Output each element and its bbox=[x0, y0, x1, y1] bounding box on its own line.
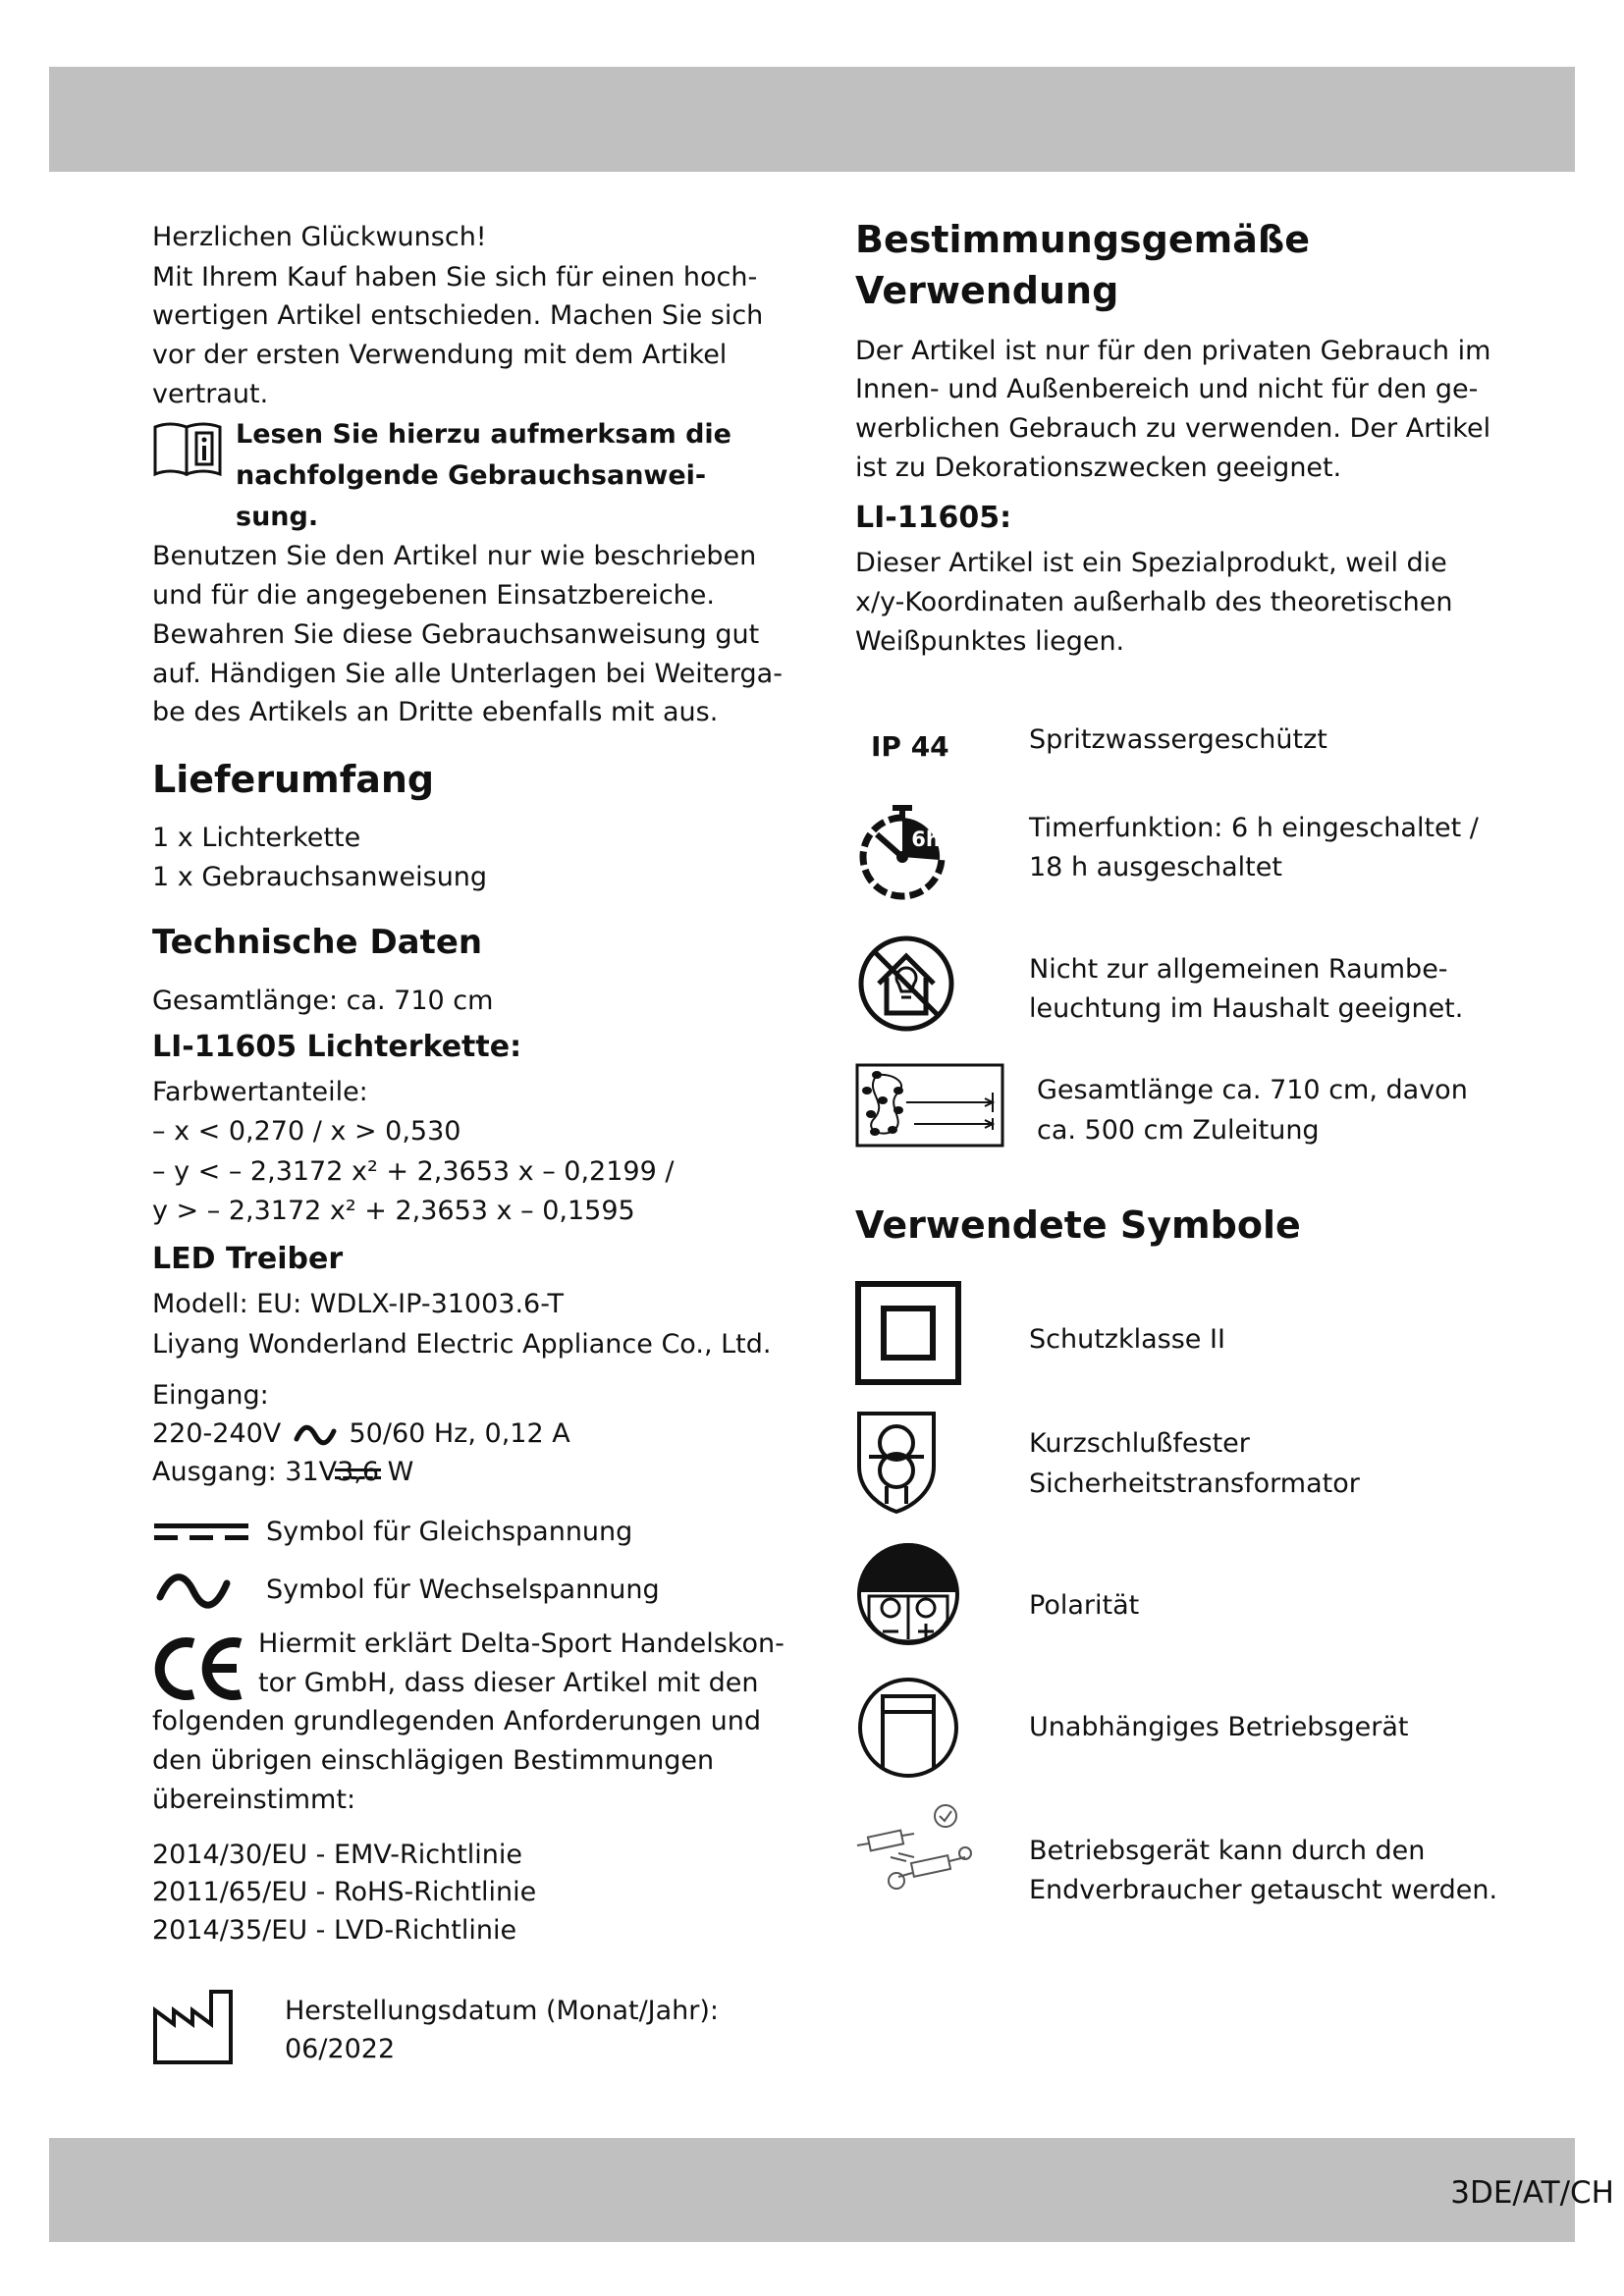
scope-heading: Lieferumfang bbox=[152, 758, 435, 801]
read-manual-icon bbox=[152, 419, 223, 480]
feature-line: ca. 500 cm Zuleitung bbox=[1037, 1115, 1320, 1146]
scope-item: 1 x Gebrauchsanweisung bbox=[152, 862, 488, 892]
driver-heading: LED Treiber bbox=[152, 1242, 344, 1276]
intended-line: Der Artikel ist nur für den privaten Gebrauch im bbox=[855, 336, 1491, 366]
tech-heading: Technische Daten bbox=[152, 923, 483, 962]
feature-line: leuchtung im Haushalt geeignet. bbox=[1029, 993, 1464, 1024]
input-label: Eingang: bbox=[152, 1380, 269, 1411]
directive-line: 2014/30/EU - EMV-Richtlinie bbox=[152, 1840, 523, 1870]
intro-line: vertraut. bbox=[152, 379, 269, 409]
ce-line: Hiermit erklärt Delta-Sport Handelskon- bbox=[258, 1629, 785, 1659]
intro-line: Herzlichen Glückwunsch! bbox=[152, 222, 487, 252]
symbol-line: Betriebsgerät kann durch den bbox=[1029, 1836, 1426, 1866]
directive-line: 2011/65/EU - RoHS-Richtlinie bbox=[152, 1877, 537, 1907]
dc-symbol-icon bbox=[152, 1521, 250, 1544]
usage-line: Bewahren Sie diese Gebrauchsanweisung gut bbox=[152, 619, 760, 650]
color-value-line: – x < 0,270 / x > 0,530 bbox=[152, 1116, 461, 1147]
symbol-line: Unabhängiges Betriebsgerät bbox=[1029, 1712, 1409, 1742]
ce-line: den übrigen einschlägigen Bestimmungen bbox=[152, 1745, 715, 1776]
intended-heading: Bestimmungsgemäße bbox=[855, 218, 1310, 261]
directive-line: 2014/35/EU - LVD-Richtlinie bbox=[152, 1915, 517, 1946]
usage-line: be des Artikels an Dritte ebenfalls mit aus. bbox=[152, 697, 719, 727]
intended-line: Innen- und Außenbereich und nicht für den ge- bbox=[855, 374, 1479, 404]
independent-control-gear-icon bbox=[855, 1677, 961, 1779]
input-voltage: 220-240V bbox=[152, 1418, 282, 1449]
intended-line: werblichen Gebrauch zu verwenden. Der Artikel bbox=[855, 413, 1491, 444]
product-heading: LI-11605: bbox=[855, 501, 1012, 535]
symbol-line: Polarität bbox=[1029, 1590, 1140, 1621]
output-power: 3,6 bbox=[337, 1457, 380, 1487]
color-value-line: Farbwertanteile: bbox=[152, 1077, 368, 1107]
color-value-line: – y < – 2,3172 x² + 2,3653 x – 0,2199 / bbox=[152, 1156, 675, 1187]
output-line bbox=[152, 1453, 413, 1492]
product-line: x/y-Koordinaten außerhalb des theoretischen bbox=[855, 587, 1453, 617]
symbol-line: Kurzschlußfester bbox=[1029, 1428, 1250, 1459]
usage-line: auf. Händigen Sie alle Unterlagen bei Weiterga- bbox=[152, 659, 783, 689]
footer-bar bbox=[49, 2138, 1614, 2242]
feature-line: Nicht zur allgemeinen Raumbe- bbox=[1029, 954, 1448, 985]
page-number: 3DE/AT/CH bbox=[1450, 2175, 1614, 2211]
ac-label: Symbol für Wechselspannung bbox=[266, 1575, 660, 1605]
symbols-heading: Verwendete Symbole bbox=[855, 1203, 1301, 1247]
ce-line: übereinstimmt: bbox=[152, 1785, 356, 1815]
product-line: Weißpunktes liegen. bbox=[855, 626, 1125, 657]
timer-icon bbox=[855, 803, 949, 897]
header-bar bbox=[49, 67, 1575, 172]
ac-symbol-icon bbox=[156, 1574, 231, 1609]
symbol-line: Endverbraucher getauscht werden. bbox=[1029, 1875, 1498, 1905]
driver-line: Liyang Wonderland Electric Appliance Co., Ltd. bbox=[152, 1329, 772, 1360]
scope-item: 1 x Lichterkette bbox=[152, 823, 361, 853]
light-chain-length-icon bbox=[855, 1063, 1004, 1148]
manufacture-date-icon bbox=[152, 1989, 235, 2065]
intro-line: Mit Ihrem Kauf haben Sie sich für einen hoch- bbox=[152, 262, 758, 293]
manufacture-line: 06/2022 bbox=[285, 2034, 396, 2064]
output-voltage: Ausgang: 31V bbox=[152, 1457, 338, 1487]
feature-line: Timerfunktion: 6 h eingeschaltet / bbox=[1029, 813, 1479, 843]
safety-transformer-icon bbox=[855, 1410, 938, 1516]
read-notice-line: Lesen Sie hierzu aufmerksam die bbox=[236, 419, 731, 450]
product-heading: LI-11605 Lichterkette: bbox=[152, 1030, 522, 1064]
read-notice-line: sung. bbox=[236, 502, 319, 532]
no-household-lighting-icon bbox=[855, 933, 957, 1035]
product-line: Dieser Artikel ist ein Spezialprodukt, weil die bbox=[855, 548, 1447, 578]
output-unit: W bbox=[379, 1457, 414, 1487]
ce-line: tor GmbH, dass dieser Artikel mit den bbox=[258, 1668, 759, 1698]
input-line bbox=[152, 1415, 570, 1454]
feature-line: 18 h ausgeschaltet bbox=[1029, 852, 1282, 882]
usage-line: und für die angegebenen Einsatzbereiche. bbox=[152, 580, 715, 611]
protection-class-ii-icon bbox=[855, 1281, 961, 1385]
read-notice-line: nachfolgende Gebrauchsanwei- bbox=[236, 460, 707, 491]
ce-mark-icon bbox=[152, 1637, 246, 1700]
intro-line: wertigen Artikel entschieden. Machen Sie sich bbox=[152, 300, 764, 331]
polarity-icon bbox=[855, 1541, 961, 1647]
timer-badge: 6h bbox=[911, 828, 941, 851]
ce-line: folgenden grundlegenden Anforderungen und bbox=[152, 1706, 761, 1736]
intended-heading: Verwendung bbox=[855, 269, 1119, 312]
ac-inline-icon bbox=[294, 1424, 337, 1446]
manufacture-line: Herstellungsdatum (Monat/Jahr): bbox=[285, 1996, 720, 2026]
ip44-label: IP 44 bbox=[871, 730, 949, 763]
dc-label: Symbol für Gleichspannung bbox=[266, 1517, 633, 1547]
feature-line: Gesamtlänge ca. 710 cm, davon bbox=[1037, 1075, 1468, 1105]
symbol-line: Sicherheitstransformator bbox=[1029, 1468, 1360, 1499]
color-value-line: y > – 2,3172 x² + 2,3653 x – 0,1595 bbox=[152, 1196, 635, 1226]
usage-line: Benutzen Sie den Artikel nur wie beschrieben bbox=[152, 541, 757, 571]
total-length: Gesamtlänge: ca. 710 cm bbox=[152, 986, 494, 1016]
feature-line: Spritzwassergeschützt bbox=[1029, 724, 1327, 755]
intended-line: ist zu Dekorationszwecken geeignet. bbox=[855, 453, 1342, 483]
driver-line: Modell: EU: WDLX-IP-31003.6-T bbox=[152, 1289, 564, 1319]
input-frequency: 50/60 Hz, 0,12 A bbox=[349, 1418, 570, 1449]
intro-line: vor der ersten Verwendung mit dem Artikel bbox=[152, 340, 728, 370]
symbol-line: Schutzklasse II bbox=[1029, 1324, 1225, 1355]
replaceable-gear-icon bbox=[855, 1802, 969, 1896]
